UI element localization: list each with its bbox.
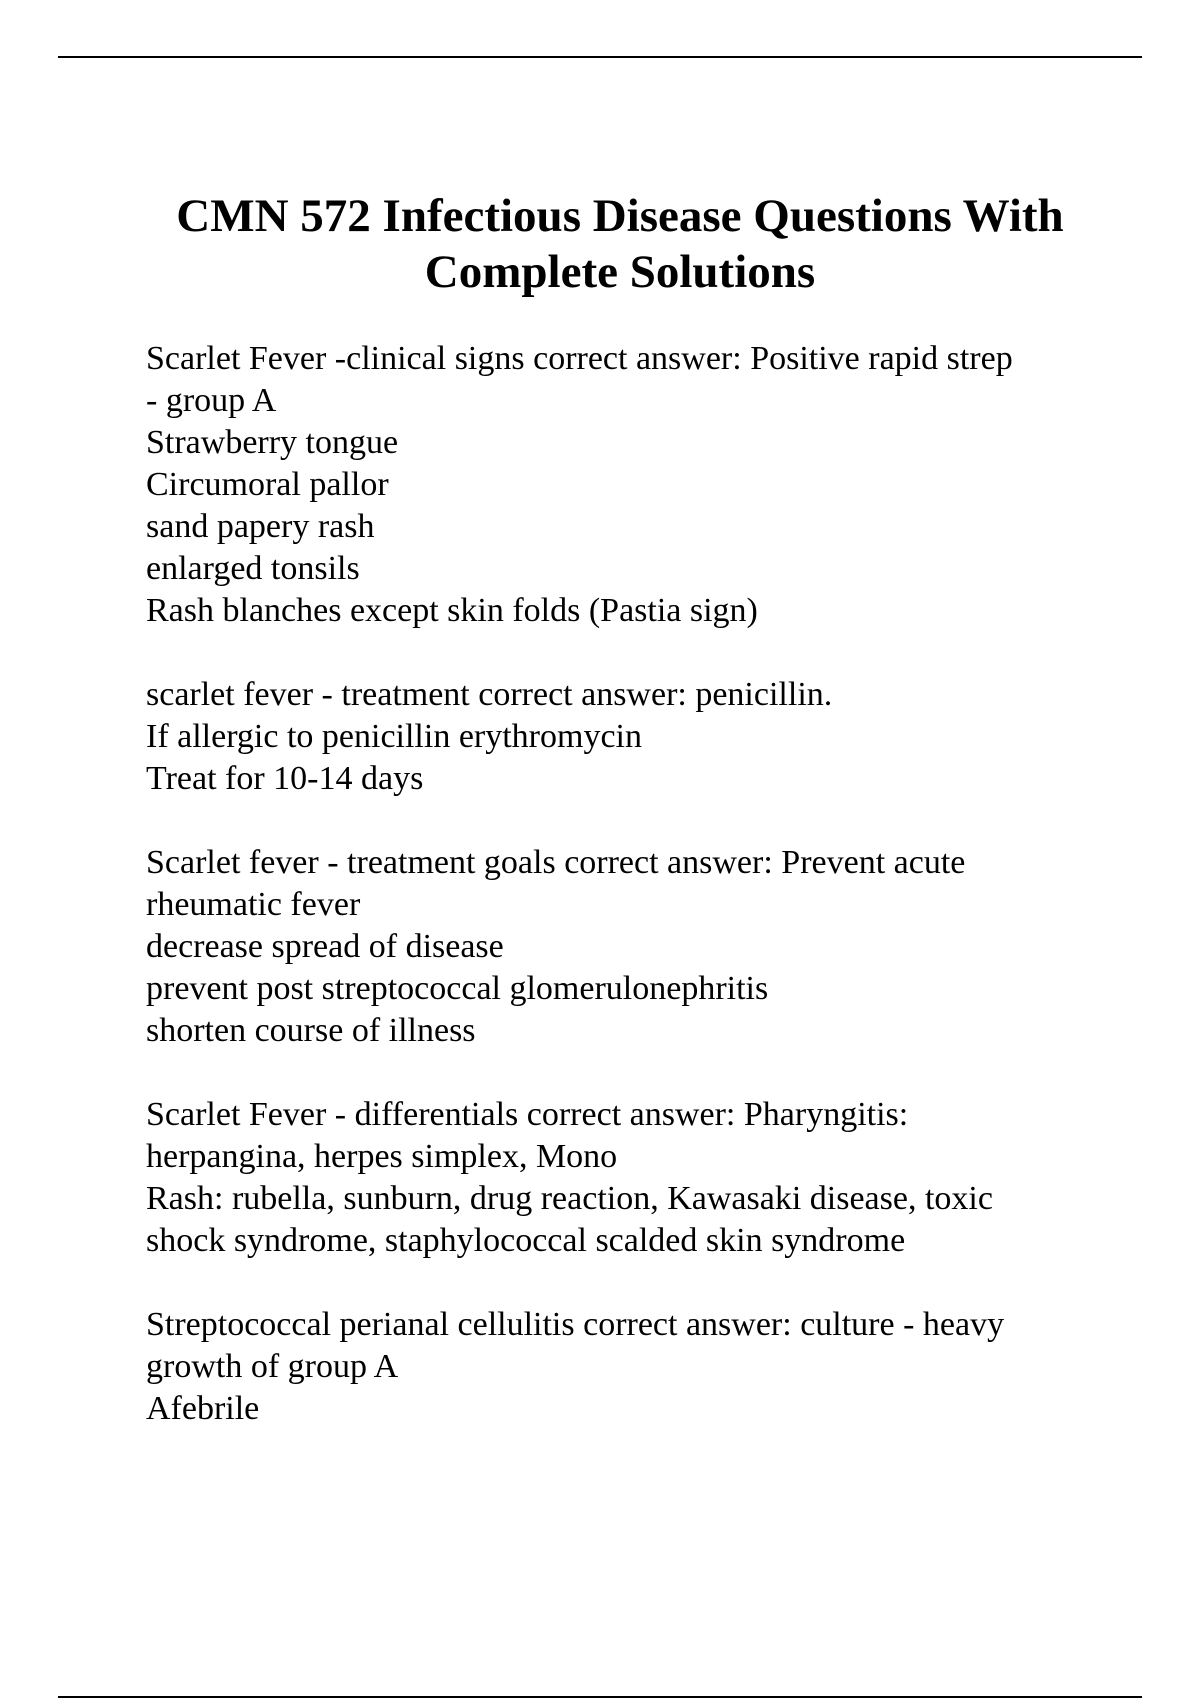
bottom-divider xyxy=(58,1696,1142,1698)
text-line: Afebrile xyxy=(146,1390,260,1427)
text-line: prevent post streptococcal glomerulonephritis xyxy=(146,970,769,1007)
text-line: rheumatic fever xyxy=(146,886,361,923)
title-line: CMN 572 Infectious Disease Questions With xyxy=(176,190,1064,242)
qa-entry-scarlet-fever-treatment-goals xyxy=(146,842,1146,1052)
text-line: Rash blanches except skin folds (Pastia sign) xyxy=(146,592,758,629)
text-line: Treat for 10-14 days xyxy=(146,760,424,797)
qa-entry-scarlet-fever-differentials xyxy=(146,1094,1146,1262)
text-line: decrease spread of disease xyxy=(146,928,504,965)
document-title xyxy=(100,188,1140,300)
text-line: scarlet fever - treatment correct answer: penicillin. xyxy=(146,676,833,713)
document-body xyxy=(146,338,1146,1472)
text-line: Circumoral pallor xyxy=(146,466,389,503)
text-line: growth of group A xyxy=(146,1348,399,1385)
qa-entry-scarlet-fever-clinical-signs xyxy=(146,338,1146,632)
text-line: shock syndrome, staphylococcal scalded skin syndrome xyxy=(146,1222,906,1259)
qa-entry-perianal-cellulitis xyxy=(146,1304,1146,1430)
text-line: Rash: rubella, sunburn, drug reaction, Kawasaki disease, toxic xyxy=(146,1180,993,1217)
title-line: Complete Solutions xyxy=(424,246,816,298)
text-line: Streptococcal perianal cellulitis correct answer: culture - heavy xyxy=(146,1306,1005,1343)
text-line: sand papery rash xyxy=(146,508,375,545)
text-line: enlarged tonsils xyxy=(146,550,360,587)
text-line: Scarlet fever - treatment goals correct answer: Prevent acute xyxy=(146,844,966,881)
top-divider xyxy=(58,56,1142,58)
text-line: If allergic to penicillin erythromycin xyxy=(146,718,642,755)
text-line: Scarlet Fever - differentials correct answer: Pharyngitis: xyxy=(146,1096,909,1133)
text-line: herpangina, herpes simplex, Mono xyxy=(146,1138,618,1175)
text-line: Scarlet Fever -clinical signs correct answer: Positive rapid strep xyxy=(146,340,1013,377)
text-line: shorten course of illness xyxy=(146,1012,476,1049)
qa-entry-scarlet-fever-treatment xyxy=(146,674,1146,800)
text-line: - group A xyxy=(146,382,277,419)
text-line: Strawberry tongue xyxy=(146,424,399,461)
